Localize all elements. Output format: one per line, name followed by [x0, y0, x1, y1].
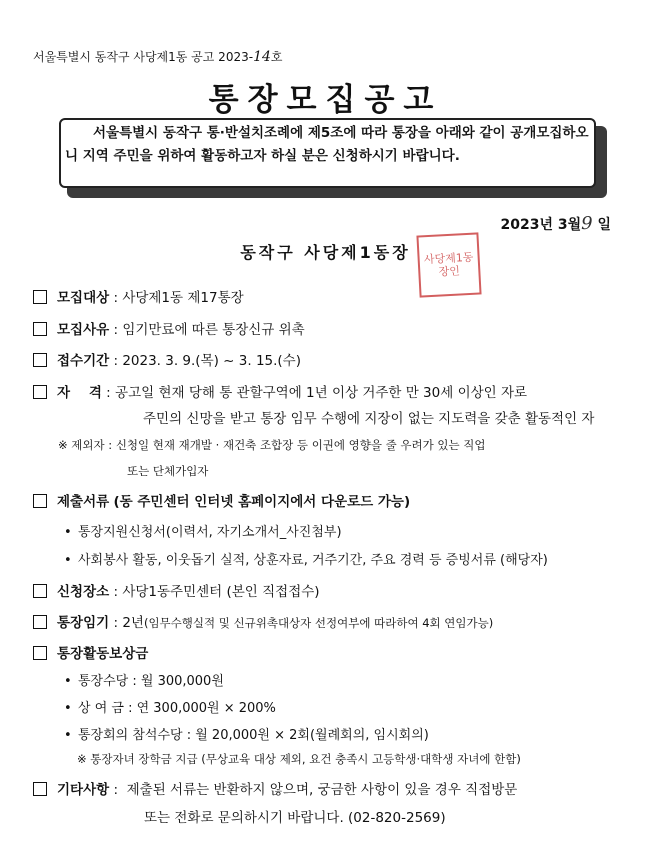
item-term-value: 2년: [122, 615, 144, 631]
bullet-icon: •: [64, 674, 72, 689]
other-line-1: 제출된 서류는 반환하지 않으며, 궁금한 사항이 있을 경우 직접방문: [126, 782, 518, 798]
compensation-bullet-3: [64, 724, 429, 743]
handwritten-number: 14: [253, 49, 271, 65]
compensation-bullet-2: [64, 697, 276, 716]
item-place-value: 사당1동주민센터 (본인 직접접수): [122, 584, 320, 600]
item-period-value: 2023. 3. 9.(목) ~ 3. 15.(수): [122, 353, 301, 369]
checkbox-icon: [33, 290, 47, 304]
item-place-label: 신청장소: [57, 584, 110, 600]
separator: :: [101, 385, 116, 401]
separator: :: [109, 322, 123, 338]
bullet-icon: •: [64, 728, 72, 743]
item-documents-note: (동 주민센터 인터넷 홈페이지에서 다운로드 가능): [113, 494, 411, 510]
handwritten-day: 9: [581, 213, 593, 234]
official-seal-text: 사당제1동장인: [423, 250, 474, 279]
checkbox-icon: [33, 615, 47, 629]
document-number: [33, 48, 282, 65]
checkbox-icon: [33, 782, 47, 796]
exclusion-note: [58, 437, 486, 453]
item-period: [33, 349, 301, 369]
compensation-bullet-3-text: 통장회의 참석수당 : 월 20,000원 × 2회(월례회의, 임시회의): [78, 728, 429, 743]
item-qualification: [33, 381, 527, 401]
separator: :: [109, 353, 123, 369]
checkbox-icon: [33, 494, 47, 508]
item-compensation-label: 통장활동보상금: [57, 646, 149, 662]
item-period-label: 접수기간: [57, 353, 110, 369]
issuer-name: 동작구 사당제1동장: [240, 243, 411, 262]
item-reason: [33, 318, 305, 338]
item-documents-label: 제출서류: [57, 494, 110, 510]
item-target: [33, 286, 244, 306]
exclusion-line-1: 신청일 현재 재개발 · 재건축 조합장 등 이권에 영향을 줄 우려가 있는 직업: [115, 438, 486, 452]
item-documents: [33, 490, 410, 510]
documents-bullet-1: [64, 521, 342, 540]
compensation-bullet-1-text: 통장수당 : 월 300,000원: [78, 674, 224, 689]
notice-text: 서울특별시 동작구 통·반설치조례에 제5조에 따라 통장을 아래와 같이 공개모집하오니 지역 주민을 위하여 활동하고자 하실 분은 신청하시기 바랍니다.: [65, 125, 589, 164]
item-qualification-label: 자 격: [57, 385, 102, 401]
date-prefix: 2023년 3월: [500, 217, 582, 233]
separator: :: [109, 290, 123, 306]
checkbox-icon: [33, 322, 47, 336]
compensation-bullet-2-text: 상 여 금 : 연 300,000원 × 200%: [78, 701, 276, 716]
separator: :: [109, 615, 123, 631]
item-reason-label: 모집사유: [57, 322, 110, 338]
checkbox-icon: [33, 646, 47, 660]
document-number-text: 서울특별시 동작구 사당제1동 공고 2023-: [33, 50, 254, 64]
checkbox-icon: [33, 385, 47, 399]
item-target-value: 사당제1동 제17통장: [122, 290, 244, 306]
exclusion-line-2: 또는 단체가입자: [127, 464, 209, 478]
item-term: [33, 611, 493, 631]
other-line-2: 또는 전화로 문의하시기 바랍니다. (02-820-2569): [144, 810, 446, 826]
separator: :: [109, 584, 123, 600]
page-title: [0, 74, 651, 119]
document-number-suffix: 호: [270, 50, 283, 64]
bullet-icon: •: [64, 553, 72, 568]
exclusion-label: ※ 제외자 :: [58, 438, 113, 452]
item-reason-value: 임기만료에 따른 통장신규 위촉: [122, 322, 305, 338]
bullet-icon: •: [64, 701, 72, 716]
scholarship-note: ※ 통장자녀 장학금 지급 (무상교육 대상 제외, 요건 충족시 고등학생·대학생 자녀에 한함): [77, 752, 521, 766]
compensation-bullet-1: [64, 670, 224, 689]
documents-bullet-1-text: 통장지원신청서(이력서, 자기소개서_사진첨부): [78, 525, 342, 540]
page-title-text: 통장모집공고: [208, 82, 443, 118]
item-term-note: (임무수행실적 및 신규위촉대상자 선정여부에 따라하여 4회 연임가능): [143, 616, 494, 630]
separator: :: [109, 782, 127, 798]
qualification-line-1: 공고일 현재 당해 통 관할구역에 1년 이상 거주한 만 30세 이상인 자로: [115, 385, 528, 401]
checkbox-icon: [33, 584, 47, 598]
checkbox-icon: [33, 353, 47, 367]
item-other: [33, 778, 517, 798]
date-suffix: 일: [597, 217, 611, 233]
documents-bullet-2-text: 사회봉사 활동, 이웃돕기 실적, 상훈자료, 거주기간, 주요 경력 등 증빙서류 (해당자): [78, 553, 548, 568]
notice-date: [501, 213, 612, 234]
notice-box: [59, 118, 596, 188]
item-place: [33, 580, 320, 600]
documents-bullet-2: [64, 549, 548, 568]
official-seal: [416, 232, 481, 297]
qualification-line-2: 주민의 신망을 받고 통장 임무 수행에 지장이 없는 지도력을 갖춘 활동적인 자: [143, 411, 595, 427]
item-term-label: 통장임기: [57, 615, 110, 631]
item-other-label: 기타사항: [57, 782, 110, 798]
item-target-label: 모집대상: [57, 290, 110, 306]
bullet-icon: •: [64, 525, 72, 540]
item-compensation: [33, 642, 148, 662]
